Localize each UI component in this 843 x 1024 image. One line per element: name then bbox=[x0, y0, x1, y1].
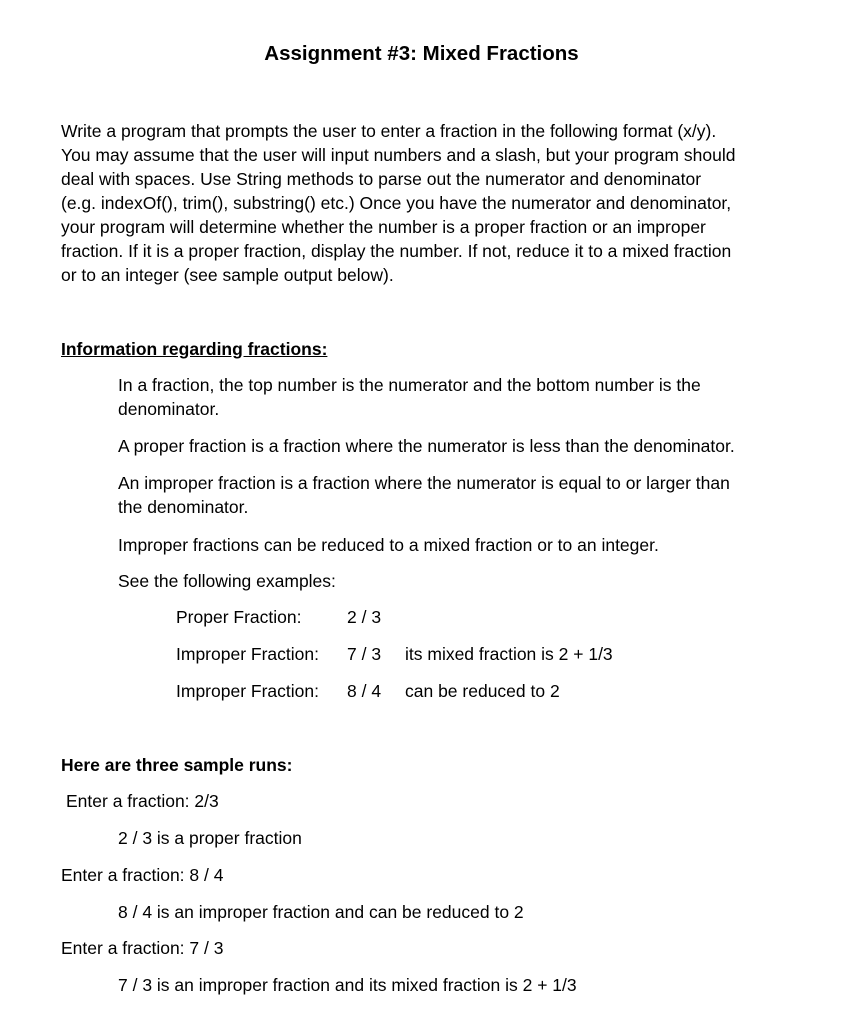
info-para-examples: See the following examples: bbox=[118, 571, 336, 591]
sample-run-output: 8 / 4 is an improper fraction and can be reduced to 2 bbox=[118, 902, 524, 922]
example-value: 7 / 3 bbox=[347, 644, 382, 664]
intro-line: or to an integer (see sample output below). bbox=[61, 265, 394, 285]
info-para-improper-line1: An improper fraction is a fraction where the numerator is equal to or larger than bbox=[118, 473, 730, 493]
intro-line: (e.g. indexOf(), trim(), substring() etc.) Once you have the numerator and denominator, bbox=[61, 193, 732, 213]
example-label: Proper Fraction: bbox=[176, 607, 302, 627]
example-note: its mixed fraction is 2 + 1/3 bbox=[405, 644, 613, 664]
example-value: 2 / 3 bbox=[347, 607, 382, 627]
info-para-numerator-line1: In a fraction, the top number is the numerator and the bottom number is the bbox=[118, 375, 701, 395]
example-note: can be reduced to 2 bbox=[405, 681, 560, 701]
intro-line: your program will determine whether the number is a proper fraction or an improper bbox=[61, 217, 706, 237]
info-para-improper-line2: the denominator. bbox=[118, 497, 249, 517]
intro-line: Write a program that prompts the user to enter a fraction in the following format (x/y). bbox=[61, 121, 717, 141]
info-para-reduce: Improper fractions can be reduced to a mixed fraction or to an integer. bbox=[118, 535, 659, 555]
sample-run-output: 2 / 3 is a proper fraction bbox=[118, 828, 302, 848]
info-para-proper: A proper fraction is a fraction where the numerator is less than the denominator. bbox=[118, 436, 735, 456]
example-value: 8 / 4 bbox=[347, 681, 382, 701]
intro-paragraph bbox=[61, 119, 806, 287]
sample-run-prompt: Enter a fraction: 8 / 4 bbox=[61, 865, 224, 885]
sample-run-prompt: Enter a fraction: 7 / 3 bbox=[61, 938, 224, 958]
intro-line: deal with spaces. Use String methods to parse out the numerator and denominator bbox=[61, 169, 702, 189]
info-para-numerator-line2: denominator. bbox=[118, 399, 220, 419]
samples-heading: Here are three sample runs: bbox=[61, 755, 293, 775]
intro-line: You may assume that the user will input numbers and a slash, but your program should bbox=[61, 145, 736, 165]
example-label: Improper Fraction: bbox=[176, 644, 319, 664]
document-title: Assignment #3: Mixed Fractions bbox=[264, 42, 579, 65]
intro-line: fraction. If it is a proper fraction, display the number. If not, reduce it to a mixed fraction bbox=[61, 241, 732, 261]
sample-run-output: 7 / 3 is an improper fraction and its mixed fraction is 2 + 1/3 bbox=[118, 975, 577, 995]
info-heading: Information regarding fractions: bbox=[61, 339, 328, 359]
sample-run-prompt: Enter a fraction: 2/3 bbox=[66, 791, 219, 811]
example-label: Improper Fraction: bbox=[176, 681, 319, 701]
